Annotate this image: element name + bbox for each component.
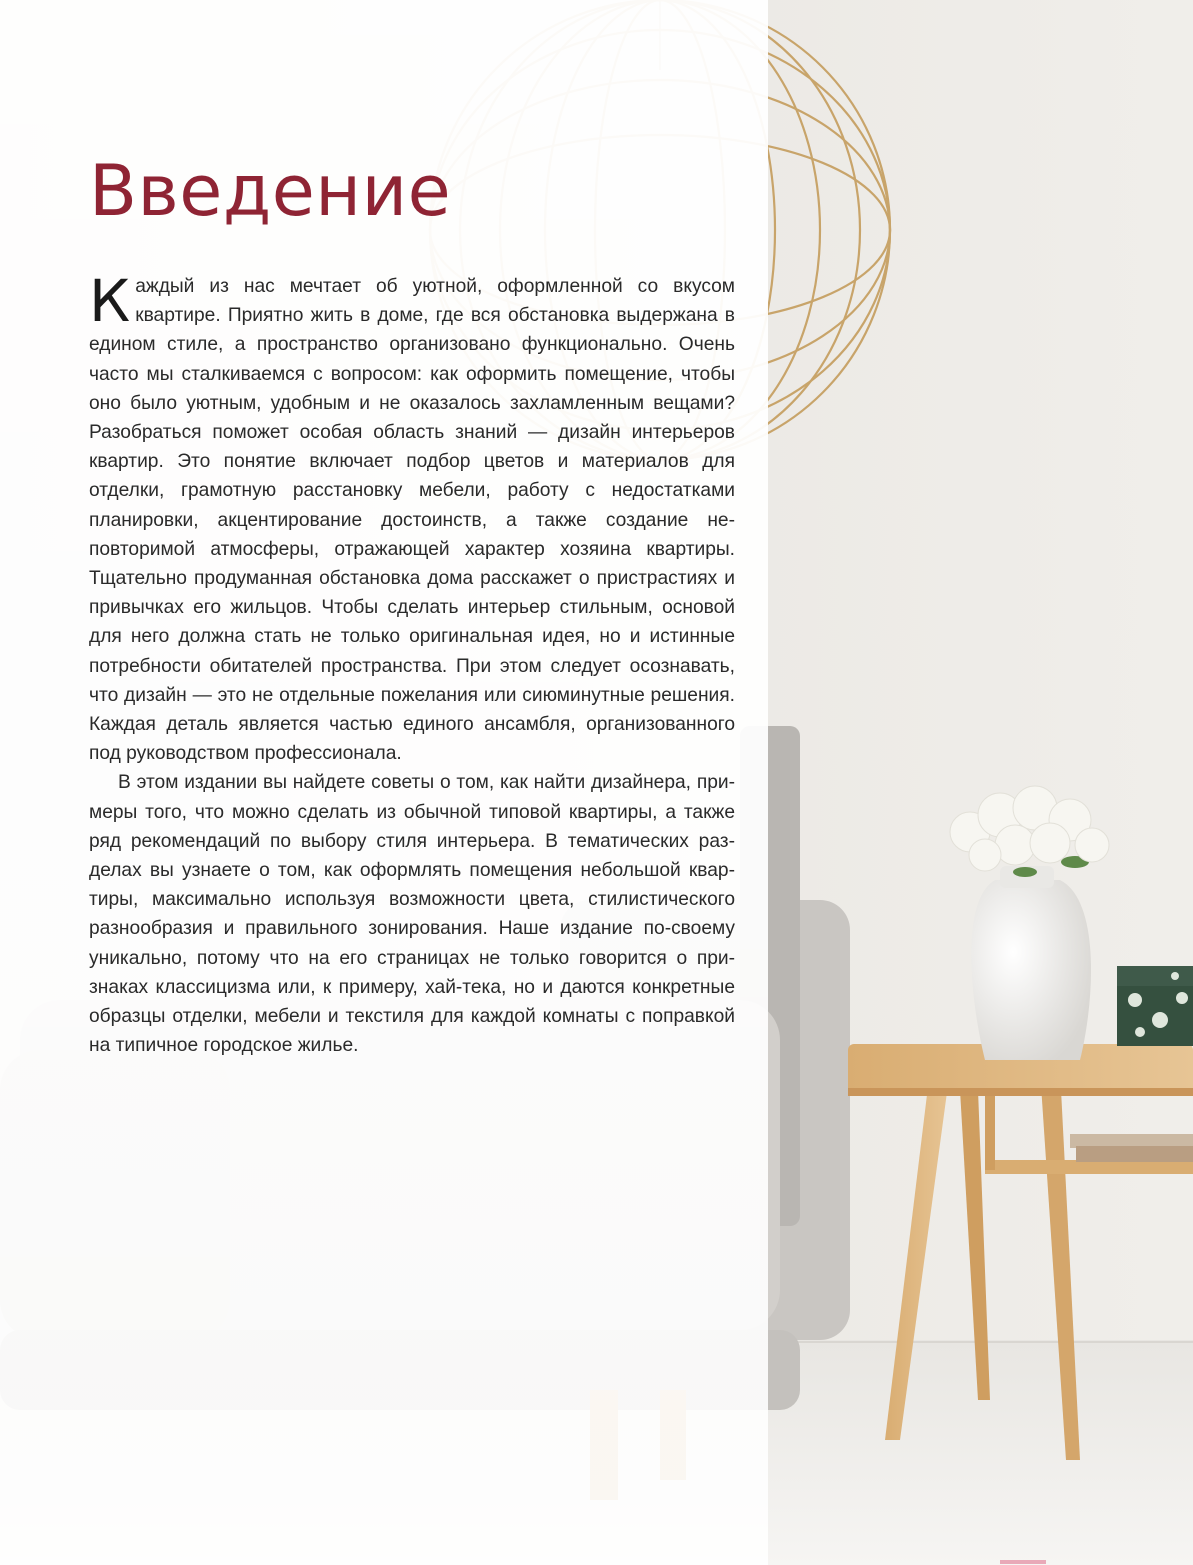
paragraph-edition: В этом издании вы найдете советы о том, как найти дизайнера, примеры того, что можно сделать из обычной типовой квартиры, а также ряд рекомендаций по выбору стиля интерьера. В тематических разделах вы узнаете о том, как оформлять помещения небольшой квартиры, максимально используя возможности цвета, стилистического разнообразия и правильного зонирования. Наше издание по-своему уникально, потому что на его страницах не только говорится о признаках классицизма или, к примеру, хай-тека, но и даются конкретные образцы отделки, мебели и текстиля для каждой комнаты с поправкой на типичное городское жилье. — [89, 772, 735, 1057]
decor-box — [1117, 966, 1193, 1046]
books — [1070, 1134, 1193, 1162]
paragraph-intro-text: аждый из нас мечтает об уютной, оформленной со вкусом квартире. Приятно жить в доме, где вся обстановка выдержана в едином стиле, а пространство организовано функционально. Очень часто мы сталкиваемся с вопросом: как оформить помещение, чтобы оно было уютным, удобным и не оказалось захламленным вещами? Разобраться поможет особая область знаний — дизайн интерьеров квартир. Это понятие включает подбор цветов и материалов для отделки, грамотную расстановку мебели, работу с недостатками планировки, акцентирование достоинств, а также создание неповторимой атмосферы, отражающей характер хозяина квартиры. Тщательно продуманная обстановка дома расскажет о пристрастиях и привычках его жильцов. Чтобы сделать интерьер стильным, основой для него должна стать не только оригинальная идея, но и истинные потребности обитателей пространства. При этом следует осознавать, что дизайн — это не отдельные пожелания или сиюминутные решения. Каждая деталь является частью единого ансамбля, организованного под руководством профессионала. — [89, 276, 735, 765]
drop-cap: К — [89, 267, 131, 335]
article-body — [89, 267, 735, 1060]
paragraph-intro — [89, 267, 735, 768]
page-edge-mark — [1000, 1560, 1046, 1564]
page-title: Введение — [89, 150, 452, 232]
